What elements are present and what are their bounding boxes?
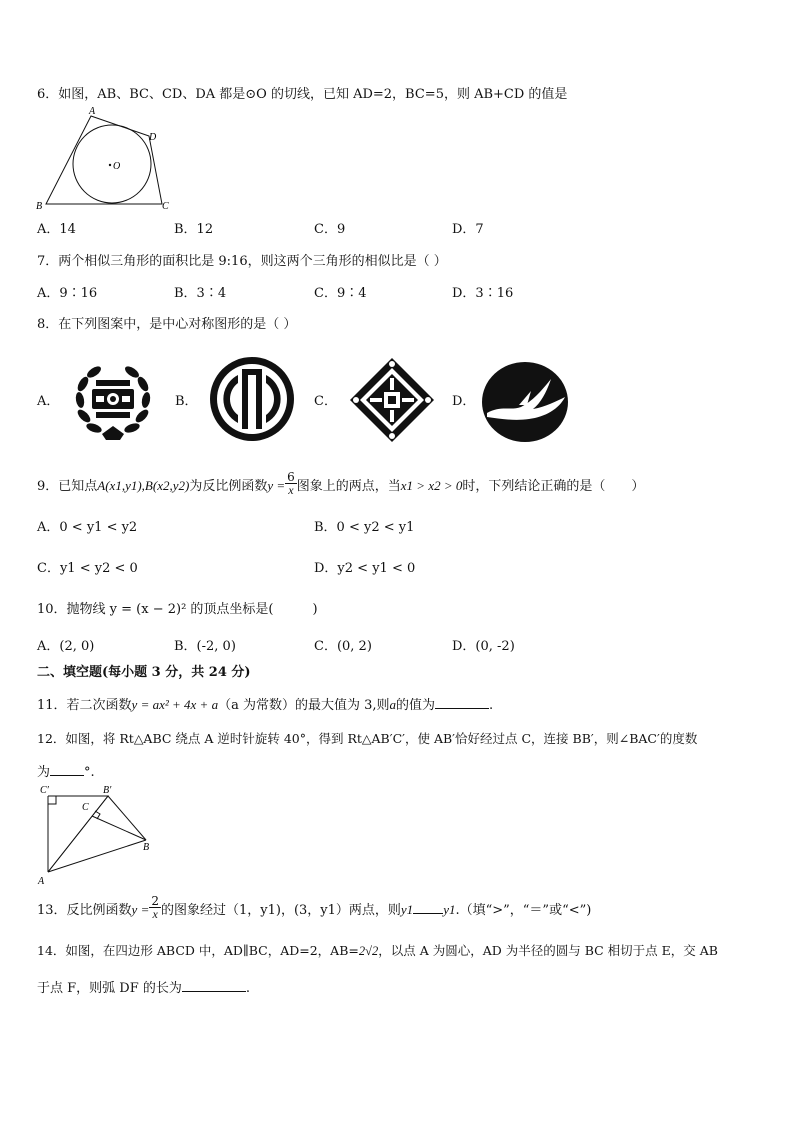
q14-line1: [37, 941, 718, 959]
q9-fraction: [285, 471, 297, 496]
q9-option-b[interactable]: B．0 < y2 < y1: [314, 520, 415, 535]
q11-stem: [37, 694, 493, 713]
q6-figure: [36, 106, 176, 210]
q14-ab-value: 2√2: [358, 944, 379, 958]
q9-stem-c: 图象上的两点，当: [296, 479, 401, 494]
q14-line1-a: 14．如图，在四边形 ABCD 中，AD∥BC，AD=2，AB=: [37, 943, 359, 958]
q9-option-c[interactable]: C．y1 < y2 < 0: [37, 561, 138, 576]
fig6-label-O: O: [113, 161, 121, 172]
q9-stem: [37, 470, 645, 499]
q13-fraction: [149, 895, 161, 920]
q9-condition: x1 > x2 > 0: [400, 478, 463, 493]
q13-stem: [37, 894, 592, 923]
q13-frac-den: x: [152, 907, 158, 921]
q11-expression: y = ax² + 4x + a: [131, 697, 219, 712]
fig6-label-C: C: [162, 201, 169, 212]
q11-variable: a: [389, 697, 396, 712]
q10-stem: 10．抛物线 y = (x − 2)² 的顶点坐标是( ): [37, 602, 318, 617]
fig12-label-C: C: [82, 802, 89, 813]
q12-line2-b: °.: [84, 765, 95, 780]
q13-y1-right: y1: [443, 902, 456, 917]
fig6-label-B: B: [36, 201, 43, 212]
q6-option-c[interactable]: C．9: [314, 222, 346, 237]
q14-line2: [37, 977, 250, 996]
q10-option-a[interactable]: A．(2, 0): [37, 639, 95, 654]
emblem-ornament-icon[interactable]: [348, 356, 436, 444]
q14-line2-a: 于点 F，则弧 DF 的长为: [37, 981, 182, 996]
q13-y1-left: y1: [400, 902, 414, 917]
q9-stem-b: 为反比例函数: [189, 479, 268, 494]
emblem-circle-pillars-icon[interactable]: [208, 355, 296, 443]
fig12-label-B: B: [143, 842, 150, 853]
q12-line1: 12．如图，将 Rt△ABC 绕点 A 逆时针旋转 40°，得到 Rt△AB′C′，使 AB′恰好经过点 C，连接 BB′，则∠BAC′的度数: [37, 731, 698, 746]
q11-answer-blank[interactable]: [435, 696, 489, 709]
q6-option-a[interactable]: A．14: [37, 222, 76, 237]
fig6-label-D: D: [149, 132, 157, 143]
section-heading-fill-blank: 二、填空题(每小题 3 分，共 24 分): [37, 665, 251, 680]
q9-frac-num: 6: [287, 470, 295, 484]
q7-option-a[interactable]: A．9∶16: [37, 286, 98, 301]
q13-func-lhs: y =: [131, 902, 150, 917]
emblem-wreath-icon[interactable]: [70, 356, 156, 442]
q9-option-a[interactable]: A．0 < y1 < y2: [37, 520, 138, 535]
q12-answer-blank[interactable]: [50, 763, 84, 776]
q8-label-c[interactable]: C．: [314, 394, 337, 409]
q11-end: .: [489, 698, 494, 713]
q9-stem-d: 时，下列结论正确的是（ ）: [462, 479, 645, 494]
q8-label-b[interactable]: B．: [175, 394, 198, 409]
q13-stem-c: .（填“>”，“＝”或“<”): [455, 903, 592, 918]
q10-option-c[interactable]: C．(0, 2): [314, 639, 372, 654]
emblem-wave-bird-icon[interactable]: [481, 361, 569, 443]
q14-line2-b: .: [245, 981, 251, 996]
q6-stem: 6．如图，AB、BC、CD、DA 都是⊙O 的切线，已知 AD=2，BC=5，则 AB+CD 的值是: [37, 87, 568, 102]
q14-line1-b: ，以点 A 为圆心，AD 为半径的圆与 BC 相切于点 E，交 AB: [378, 943, 718, 958]
q13-answer-blank[interactable]: [413, 901, 443, 914]
q9-stem-a: 9．已知点: [37, 479, 98, 494]
q9-func-lhs: y =: [267, 478, 286, 493]
q7-option-b[interactable]: B．3∶4: [174, 286, 227, 301]
q8-label-a[interactable]: A．: [37, 394, 60, 409]
fig12-label-Cp: C′: [40, 785, 49, 796]
q13-frac-num: 2: [151, 894, 159, 908]
q7-stem: 7．两个相似三角形的面积比是 9:16，则这两个三角形的相似比是（ ）: [37, 254, 447, 269]
q9-option-d[interactable]: D．y2 < y1 < 0: [314, 561, 416, 576]
q7-option-c[interactable]: C．9∶4: [314, 286, 367, 301]
fig6-label-A: A: [89, 106, 96, 117]
q13-stem-a: 13．反比例函数: [37, 903, 132, 918]
q7-option-d[interactable]: D．3∶16: [452, 286, 514, 301]
q10-option-b[interactable]: B．(-2, 0): [174, 639, 236, 654]
q11-stem-c: 的值为: [396, 698, 436, 713]
fig12-label-A: A: [38, 876, 45, 887]
fig12-label-Bp: B′: [103, 785, 112, 796]
q12-line2-a: 为: [37, 765, 51, 780]
q6-option-b[interactable]: B．12: [174, 222, 214, 237]
q8-stem: 8．在下列图案中，是中心对称图形的是（ ）: [37, 317, 297, 332]
q12-figure: [36, 784, 156, 888]
q6-option-d[interactable]: D．7: [452, 222, 484, 237]
q12-line2: [37, 761, 95, 780]
q10-option-d[interactable]: D．(0, -2): [452, 639, 515, 654]
q9-frac-den: x: [288, 483, 294, 497]
q13-stem-b: 的图象经过（1，y1)，(3，y1）两点，则: [160, 903, 401, 918]
q9-points: A(x1,y1),B(x2,y2): [97, 478, 190, 493]
q14-answer-blank[interactable]: [182, 979, 246, 992]
q8-label-d[interactable]: D．: [452, 394, 476, 409]
q11-stem-a: 11．若二次函数: [37, 698, 132, 713]
q11-stem-b: （a 为常数）的最大值为 3,则: [218, 698, 390, 713]
